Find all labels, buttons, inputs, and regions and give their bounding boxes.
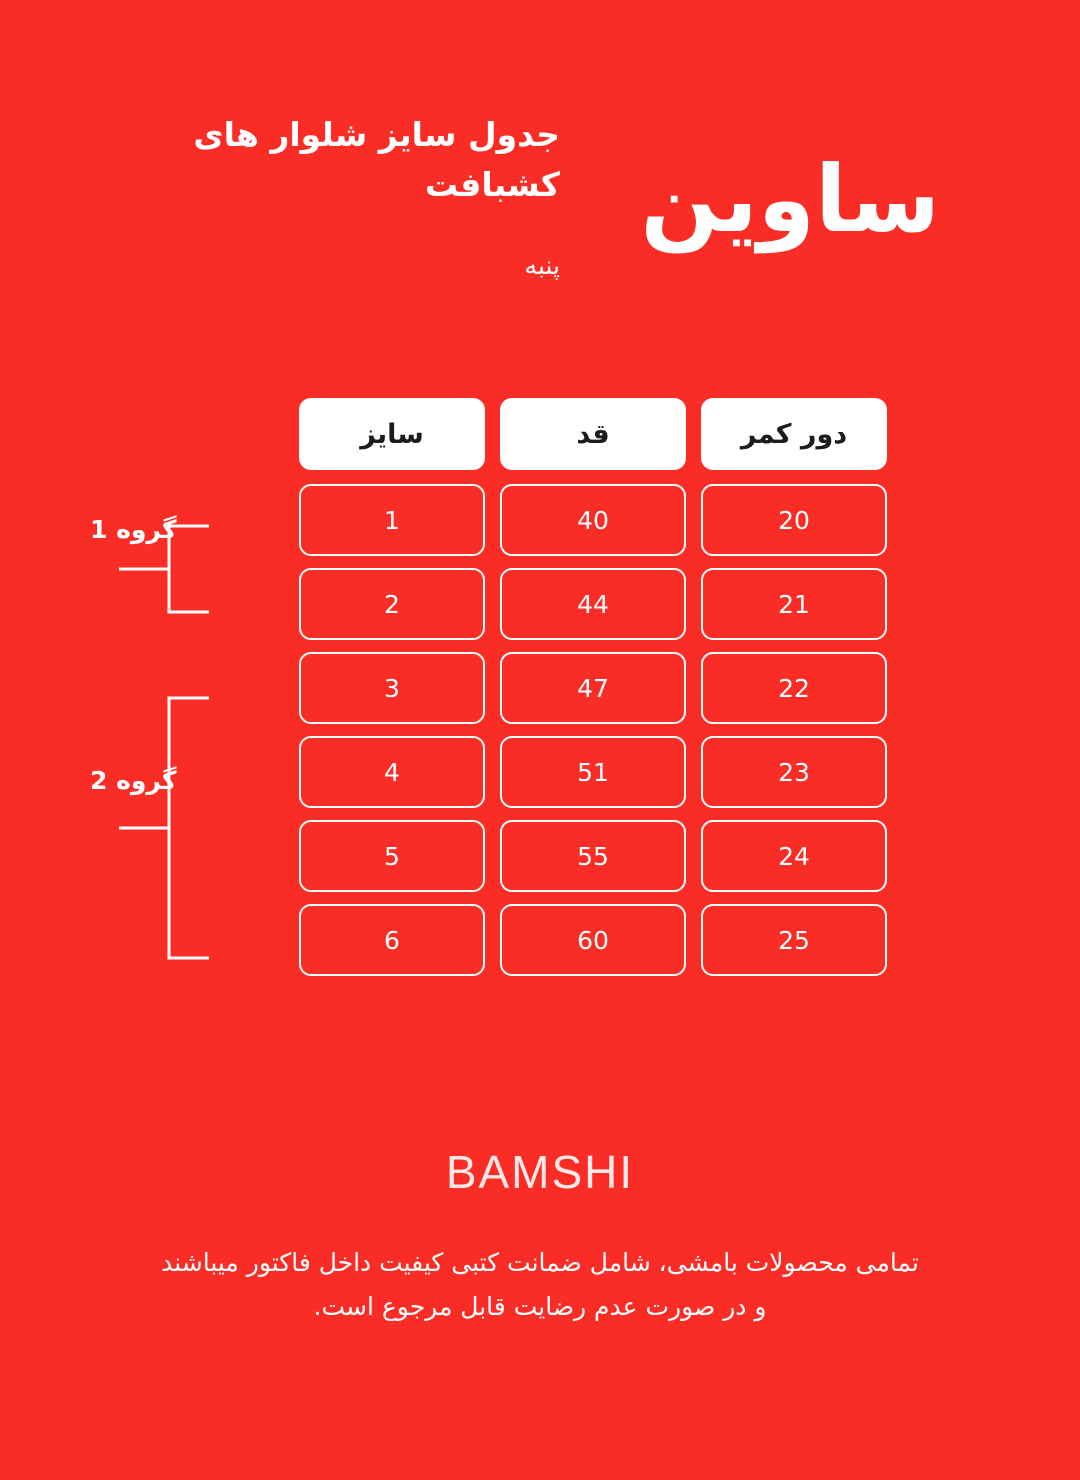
- group-1-bracket-icon: [119, 526, 209, 612]
- cell-waist: 24: [701, 820, 887, 892]
- table-row: [297, 904, 887, 976]
- table-row: [297, 820, 887, 892]
- cell-length: 47: [500, 652, 686, 724]
- table-row: [297, 736, 887, 808]
- cell-size: 5: [299, 820, 485, 892]
- cell-size: 2: [299, 568, 485, 640]
- poster-header: [0, 110, 1080, 280]
- cell-length: 60: [500, 904, 686, 976]
- cell-length: 55: [500, 820, 686, 892]
- cell-waist: 22: [701, 652, 887, 724]
- footer-brand-name: BAMSHI: [445, 1146, 635, 1198]
- size-table: [297, 398, 887, 988]
- column-header-length: قد: [500, 398, 686, 470]
- brand-logo-text: ساوین: [640, 146, 940, 253]
- cell-length: 40: [500, 484, 686, 556]
- footer-note-line-1: تمامی محصولات بامشی، شامل ضمانت کتبی کیفیت داخل فاکتور میباشند: [161, 1248, 919, 1277]
- cell-waist: 21: [701, 568, 887, 640]
- header-text-block: [130, 110, 560, 280]
- cell-size: 1: [299, 484, 485, 556]
- table-row: [297, 484, 887, 556]
- poster-footer: [0, 1145, 1080, 1329]
- group-2-bracket-icon: [119, 698, 209, 958]
- cell-size: 6: [299, 904, 485, 976]
- table-header-row: [297, 398, 887, 470]
- group-2-label: گروه 2: [90, 766, 177, 795]
- page-title: جدول سایز شلوار های کشبافت: [193, 115, 560, 204]
- cell-size: 3: [299, 652, 485, 724]
- group-1-label: گروه 1: [90, 515, 177, 544]
- column-header-waist: دور کمر: [701, 398, 887, 470]
- table-row: [297, 652, 887, 724]
- footer-note-line-2: و در صورت عدم رضایت قابل مرجوع است.: [313, 1291, 767, 1321]
- column-header-size: سایز: [299, 398, 485, 470]
- page-subtitle: پنبه: [524, 251, 560, 280]
- cell-waist: 23: [701, 736, 887, 808]
- cell-length: 44: [500, 568, 686, 640]
- cell-length: 51: [500, 736, 686, 808]
- footer-note: [0, 1241, 1080, 1329]
- cell-waist: 25: [701, 904, 887, 976]
- table-row: [297, 568, 887, 640]
- cell-waist: 20: [701, 484, 887, 556]
- cell-size: 4: [299, 736, 485, 808]
